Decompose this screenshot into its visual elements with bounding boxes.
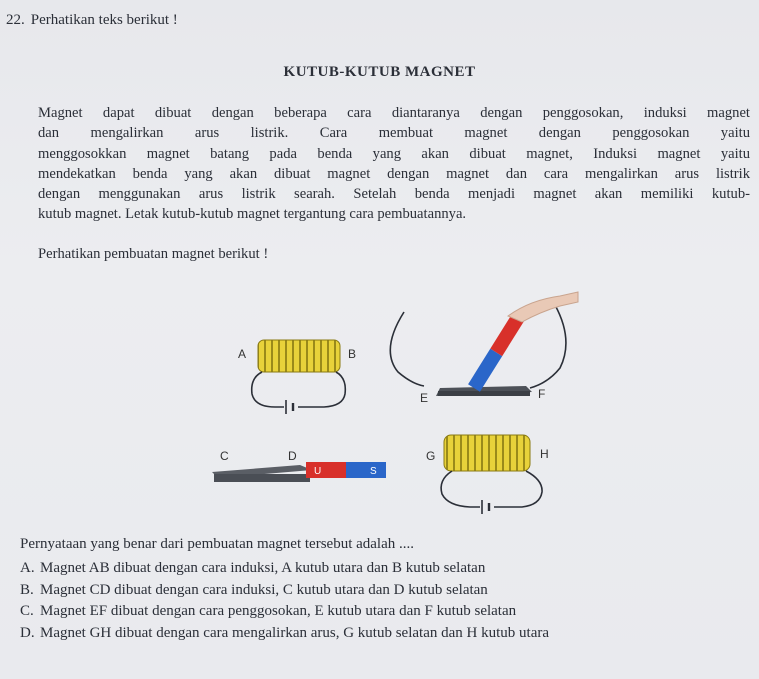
option-b[interactable] [20, 580, 549, 602]
option-key: C. [20, 603, 34, 620]
induction-magnet-cd [212, 449, 386, 482]
option-key: B. [20, 581, 34, 598]
bar-magnet-south [346, 462, 386, 478]
option-key: D. [20, 624, 35, 641]
answer-options [20, 558, 549, 644]
pole-label-s: S [370, 466, 377, 477]
option-text: Magnet GH dibuat dengan cara mengalirkan arus, G kutub selatan dan H kutub utara [40, 624, 550, 641]
passage-title: KUTUB-KUTUB MAGNET [283, 64, 476, 80]
electromagnet-gh [426, 435, 549, 514]
stroke-path-arc [390, 312, 424, 386]
hand-icon [508, 292, 578, 322]
question-prompt: Perhatikan teks berikut ! [30, 12, 178, 28]
passage-line: dan mengalirkan arus listrik. Cara membuat magnet dengan penggosokan yaitu [38, 125, 750, 142]
passage-line: Magnet dapat dibuat dengan beberapa cara diantaranya dengan penggosokan, induksi magnet [38, 105, 750, 121]
passage-line: menggosokkan magnet batang pada benda yang akan dibuat magnet, Induksi magnet yaitu [38, 145, 750, 162]
option-text: Magnet EF dibuat dengan cara penggosokan, E kutub utara dan F kutub selatan [40, 603, 517, 620]
label-b: B [348, 347, 357, 361]
option-a[interactable] [20, 558, 549, 580]
label-d: D [288, 449, 297, 463]
label-a: A [238, 347, 247, 361]
option-d[interactable] [20, 623, 549, 645]
option-key: A. [20, 560, 35, 576]
pole-label-u: U [314, 466, 322, 477]
stroking-magnet-ef [390, 292, 578, 405]
question-number: 22. [6, 12, 25, 28]
coil-ab [258, 340, 340, 372]
label-c: C [220, 449, 229, 463]
coil-gh [444, 435, 530, 471]
bar-magnet-north [306, 462, 346, 478]
passage-instruction: Perhatikan pembuatan magnet berikut ! [38, 246, 269, 262]
option-text: Magnet AB dibuat dengan cara induksi, A kutub utara dan B kutub selatan [40, 560, 486, 576]
passage-line: mendekatkan benda yang akan dibuat magnet dengan magnet dan cara mengalirkan arus listrik [38, 165, 750, 182]
electromagnet-ab [238, 340, 356, 414]
option-c[interactable] [20, 601, 549, 623]
wire-ab [252, 372, 284, 407]
label-h: H [540, 447, 549, 461]
label-g: G [426, 449, 436, 463]
wire-gh [441, 471, 480, 507]
bar-magnet-stroking [468, 313, 524, 392]
question-stem: Pernyataan yang benar dari pembuatan magnet tersebut adalah .... [20, 536, 415, 552]
label-f: F [538, 387, 546, 401]
option-text: Magnet CD dibuat dengan cara induksi, C kutub utara dan D kutub selatan [40, 581, 488, 598]
passage-line: dengan menggunakan arus listrik searah. Setelah benda menjadi magnet akan memiliki kutub- [38, 186, 750, 203]
passage-line: kutub magnet. Letak kutub-kutub magnet tergantung cara pembuatannya. [38, 206, 467, 223]
label-e: E [420, 391, 429, 405]
